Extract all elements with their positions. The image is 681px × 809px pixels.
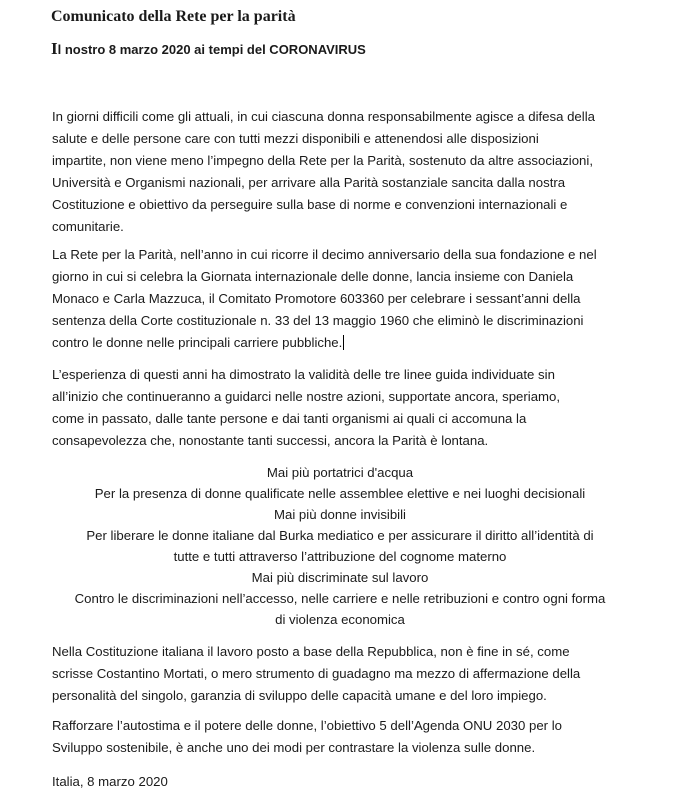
paragraph-experience bbox=[52, 364, 632, 452]
text-line: sentenza della Corte costituzionale n. 33 del 13 maggio 1960 che eliminò le discriminazioni bbox=[52, 313, 584, 328]
paragraph-agenda bbox=[52, 715, 632, 759]
text-line: Monaco e Carla Mazzuca, il Comitato Promotore 603360 per celebrare i sessant’anni della bbox=[52, 291, 581, 306]
text-line: come in passato, dalle tante persone e dai tanti organismi ai quali ci accomuna la bbox=[52, 411, 527, 426]
text-line: La Rete per la Parità, nell’anno in cui ricorre il decimo anniversario della sua fondazione e nel bbox=[52, 247, 597, 262]
guideline-text: tutte e tutti attraverso l’attribuzione del cognome materno bbox=[173, 549, 507, 564]
text-line: Nella Costituzione italiana il lavoro posto a base della Repubblica, non è fine in sé, come bbox=[52, 644, 570, 659]
guideline-text: Per la presenza di donne qualificate nelle assemblee elettive e nei luoghi decisionali bbox=[94, 486, 586, 501]
text-line: giorno in cui si celebra la Giornata internazionale delle donne, lancia insieme con Daniela bbox=[52, 269, 574, 284]
guideline-text: Per liberare le donne italiane dal Burka mediatico e per assicurare il diritto all’identità di bbox=[86, 528, 594, 543]
text-line: Sviluppo sostenibile, è anche uno dei modi per contrastare la violenza sulle donne. bbox=[52, 740, 536, 755]
document-title: Comunicato della Rete per la parità bbox=[51, 8, 296, 25]
paragraph-anniversary bbox=[52, 244, 632, 354]
text-line: contro le donne nelle principali carriere pubbliche. bbox=[52, 335, 343, 350]
text-line: scrisse Costantino Mortati, o mero strumento di guadagno ma mezzo di affermazione della bbox=[52, 666, 581, 681]
text-cursor[interactable] bbox=[343, 335, 344, 350]
paragraph-constitution bbox=[52, 641, 632, 707]
subtitle-text: l nostro 8 marzo 2020 ai tempi del CORONAVIRUS bbox=[57, 42, 366, 57]
text-line: L’esperienza di questi anni ha dimostrato la validità delle tre linee guida individuate sin bbox=[52, 367, 555, 382]
text-line-with-cursor bbox=[52, 332, 632, 354]
subtitle-initial: I bbox=[51, 39, 58, 58]
text-line: consapevolezza che, nonostante tanti successi, ancora la Parità è lontana. bbox=[52, 433, 489, 448]
text-line: Costituzione e obiettivo da perseguire sulla base di norme e convenzioni internazionali e bbox=[52, 197, 568, 212]
text-line: comunitarie. bbox=[52, 219, 124, 234]
document-subtitle bbox=[51, 39, 366, 60]
guidelines-block bbox=[20, 462, 660, 630]
text-line: all’inizio che continueranno a guidarci nelle nostre azioni, supportate ancora, speriamo, bbox=[52, 389, 561, 404]
text-line: Università e Organismi nazionali, per arrivare alla Parità sostanziale sancita dalla nostra bbox=[52, 175, 566, 190]
paragraph-intro bbox=[52, 106, 632, 238]
text-line: personalità del singolo, garanzia di sviluppo delle capacità umane e del loro impiego. bbox=[52, 688, 547, 703]
guideline-heading: Mai più donne invisibili bbox=[274, 507, 406, 522]
guideline-heading: Mai più discriminate sul lavoro bbox=[251, 570, 429, 585]
text-line: impartite, non viene meno l’impegno della Rete per la Parità, sostenuto da altre associazioni, bbox=[52, 153, 593, 168]
guideline-text: di violenza economica bbox=[275, 612, 405, 627]
guideline-heading: Mai più portatrici d'acqua bbox=[266, 465, 414, 480]
text-line: salute e delle persone care con tutti mezzi disponibili e attenendosi alle disposizioni bbox=[52, 131, 539, 146]
text-line: Rafforzare l’autostima e il potere delle donne, l’obiettivo 5 dell’Agenda ONU 2030 per lo bbox=[52, 718, 562, 733]
guideline-text: Contro le discriminazioni nell’accesso, nelle carriere e nelle retribuzioni e contro ogni forma bbox=[74, 591, 606, 606]
date-line: Italia, 8 marzo 2020 bbox=[52, 774, 168, 789]
text-line: In giorni difficili come gli attuali, in cui ciascuna donna responsabilmente agisce a difesa della bbox=[52, 109, 595, 124]
